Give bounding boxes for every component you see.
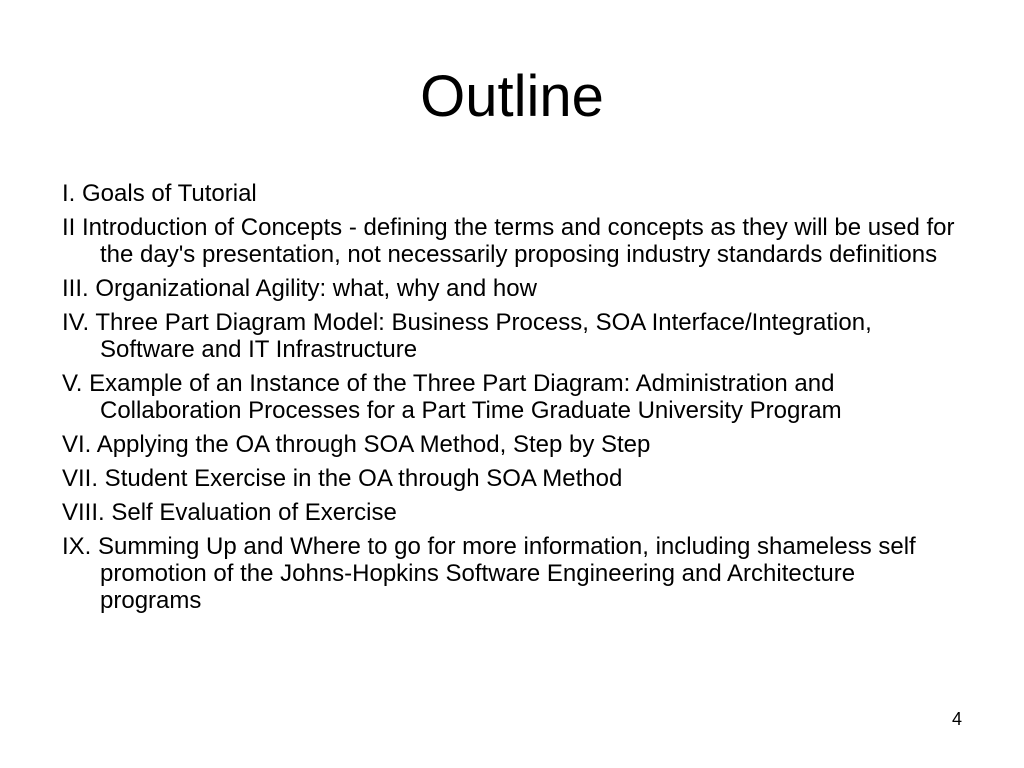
outline-item-8: VIII. Self Evaluation of Exercise (62, 499, 397, 526)
page-number: 4 (951, 709, 962, 729)
outline-item-7: VII. Student Exercise in the OA through SOA Method (62, 465, 623, 492)
outline-item-4: IV. Three Part Diagram Model: Business Process, SOA Interface/Integration, Software and IT Infrastructure (62, 309, 872, 363)
outline-item-3: III. Organizational Agility: what, why and how (62, 275, 537, 302)
outline-item-5: V. Example of an Instance of the Three Part Diagram: Administration and Collaboration Processes for a Part Time Graduate University Program (62, 370, 842, 424)
outline-item-9: IX. Summing Up and Where to go for more information, including shameless self promotion of the Johns-Hopkins Software Engineering and Architecture programs (62, 533, 916, 614)
outline-item-2: II Introduction of Concepts - defining the terms and concepts as they will be used for the day's presentation, not necessarily proposing industry standards definitions (62, 214, 955, 268)
outline-item-6: VI. Applying the OA through SOA Method, Step by Step (62, 431, 651, 458)
outline-item-1: I. Goals of Tutorial (62, 180, 257, 207)
slide-title: Outline (420, 64, 604, 129)
outline-list (62, 180, 962, 621)
